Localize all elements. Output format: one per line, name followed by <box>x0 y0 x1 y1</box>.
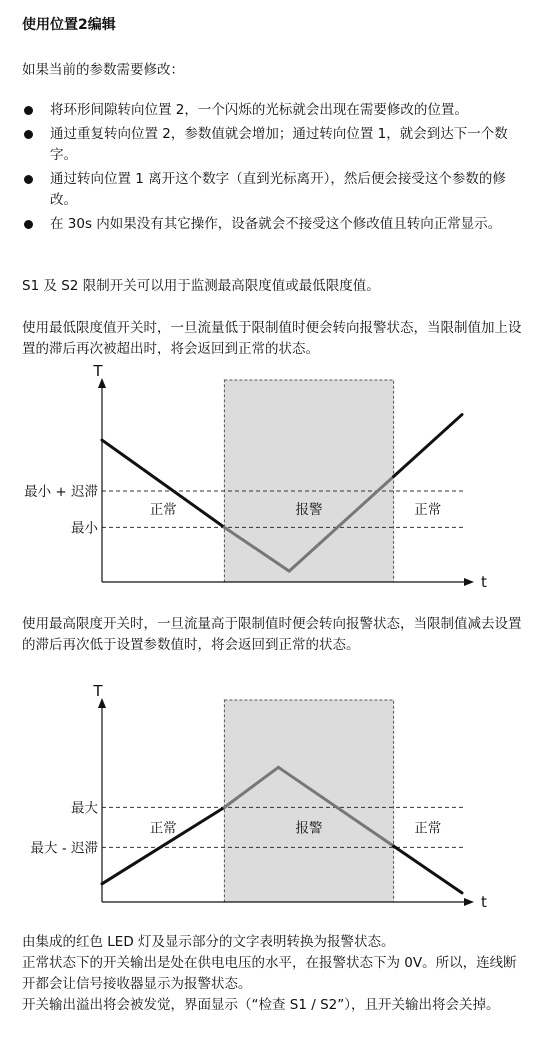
series-segment-normal <box>394 415 462 477</box>
instruction-list <box>22 100 522 238</box>
footer-line: 正常状态下的开关输出是处在供电电压的水平，在报警状态下为 0V。所以，连线断开都会让信号接收器显示为报警状态。 <box>22 955 517 992</box>
y-axis-label: T <box>93 362 103 380</box>
footer-line: 开关输出溢出将会被发觉，界面显示（“检查 S1 / S2”），且开关输出将会关掉。 <box>22 997 500 1013</box>
list-item-text: 通过转向位置 1 离开这个数字（直到光标离开），然后便会接受这个参数的修改。 <box>50 171 506 208</box>
footer-line: 由集成的红色 LED 灯及显示部分的文字表明转换为报警状态。 <box>22 934 395 950</box>
x-axis-label: t <box>481 893 487 911</box>
x-axis-arrow-icon <box>464 578 474 586</box>
list-item-text: 在 30s 内如果没有其它操作，设备就会不接受这个修改值且转向正常显示。 <box>50 216 502 232</box>
x-axis-arrow-icon <box>464 898 474 906</box>
min-switch-paragraph: 使用最低限度值开关时，一旦流量低于限制值时便会转向报警状态，当限制值加上设置的滞后再次被超出时，将会返回到正常的状态。 <box>22 320 522 357</box>
section-title: 使用位置2编辑 <box>22 17 116 33</box>
x-axis-label: t <box>481 573 487 591</box>
threshold-label: 最小 + 迟滞 <box>24 484 98 500</box>
bullet-dot-icon <box>24 130 33 139</box>
min-limit-chart <box>0 360 540 610</box>
threshold-label: 最大 - 迟滞 <box>30 840 98 857</box>
bullet-dot-icon <box>24 220 33 229</box>
intro-text: 如果当前的参数需要修改： <box>22 62 184 78</box>
list-item <box>22 100 522 121</box>
bullet-dot-icon <box>24 106 33 115</box>
series-segment-normal <box>102 807 224 883</box>
list-item-text: 将环形间隙转向位置 2，一个闪烁的光标就会出现在需要修改的位置。 <box>50 102 468 118</box>
bullet-dot-icon <box>24 175 33 184</box>
region-label: 正常 <box>149 502 177 519</box>
region-label: 正常 <box>414 820 442 837</box>
region-label: 报警 <box>295 820 323 837</box>
region-label: 正常 <box>414 502 442 519</box>
series-segment-normal <box>394 846 462 893</box>
y-axis-label: T <box>93 682 103 700</box>
s1-s2-note: S1 及 S2 限制开关可以用于监测最高限度值或最低限度值。 <box>22 278 380 294</box>
list-item <box>22 214 522 235</box>
footer-paragraph <box>22 932 522 1016</box>
region-label: 正常 <box>149 820 177 837</box>
max-limit-chart <box>0 680 540 930</box>
alarm-region <box>224 700 393 902</box>
region-label: 报警 <box>295 502 323 519</box>
max-switch-paragraph: 使用最高限度开关时，一旦流量高于限制值时便会转向报警状态，当限制值减去设置的滞后再次低于设置参数值时，将会返回到正常的状态。 <box>22 616 522 653</box>
threshold-label: 最大 <box>71 800 98 817</box>
list-item <box>22 124 522 166</box>
list-item <box>22 169 522 211</box>
threshold-label: 最小 <box>71 520 98 537</box>
list-item-text: 通过重复转向位置 2，参数值就会增加；通过转向位置 1，就会到达下一个数字。 <box>50 126 508 163</box>
